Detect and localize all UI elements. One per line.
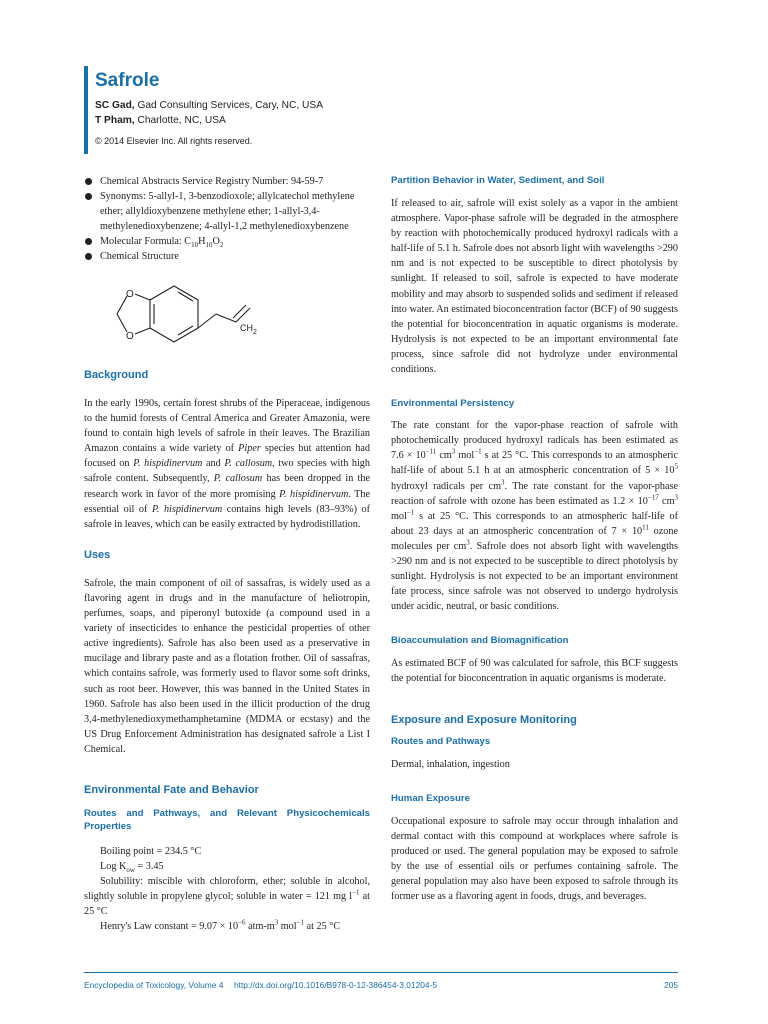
partition-subheading: Partition Behavior in Water, Sediment, and Soil: [391, 175, 605, 186]
log-kow: Log $K_{ow} = 3.45$: [100, 861, 164, 875]
footer-journal: Encyclopedia of Toxicology, Volume 4: [84, 980, 224, 990]
formula-item: Molecular Formula: $C_{10}H_{10}O_2$: [84, 234, 370, 249]
author-2-name: T Pham,: [95, 115, 135, 126]
henrys-law-constant: Henry's Law constant = $9.07 \times 10^{-6}$ atm-$m^3$ mol$^{-1}$ at 25 °C: [100, 919, 341, 933]
uses-paragraph: Safrole, the main component of oil of sassafras, is widely used as a flavoring agent in drugs and in the manufacture of heliotropin, perfumes, soaps, and piperonyl butoxide (a compound used in a variety of insecticides to enhance the pesticidal properties of other active ingredients). Safrole has also been used as a preservative in mucilage and library paste and as a flotation frother. Oil of sassafras, which contains safrole, was formerly used to flavor some soft drinks, such as root beer. However, this was banned in the United States in 1960. Safrole has also been used in the illicit production of the drug 3,4-methylenedioxymethamphetamine (MDMA or ecstasy) and the US Drug Enforcement Administration has designated safrole a List I Chemical.: [84, 577, 370, 755]
ch2-label: $CH_2$: [240, 323, 257, 336]
human-exposure-paragraph: Occupational exposure to safrole may occur through inhalation and dermal contact with this compound at workplaces where safrole is produced or used. The general population may be exposed to safrole by the use of essential oils or perfumes containing safrole. The general population may also have been exposed to safrole through its former use as a flavoring agent in foods, drugs, and beverages.: [391, 815, 678, 903]
uses-heading: Uses: [84, 548, 111, 561]
structure-item: Chemical Structure: [84, 249, 370, 264]
author-2: [95, 113, 323, 128]
env-fate-heading: Environmental Fate and Behavior: [84, 783, 259, 796]
routes-physchem-subheading: Routes and Pathways, and Relevant Physicochemicals Properties: [84, 807, 370, 832]
oxygen-label-bottom: O: [126, 331, 134, 342]
benzene-ring: [150, 286, 198, 342]
bioaccumulation-subheading: Bioaccumulation and Biomagnification: [391, 635, 569, 647]
article-title: Safrole: [95, 70, 160, 91]
partition-paragraph: If released to air, safrole will exist solely as a vapor in the ambient atmosphere. Vapor-phase safrole will be degraded in the atmosphere by reaction with photochemically produced hydroxyl radicals with a half-life of 5.1 h. Safrole does not absorb light with wavelengths >290 nm and is not expected to be susceptible to direct photolysis by sunlight. If released to soil, safrole is expected to have moderate mobility and may absorb to suspended solids and sediment if released into water. An estimated bioconcentration factor (BCF) of 90 suggests the potential for bioconcentration in aquatic organisms is moderate. Hydrolysis is not expected to be an important environmental fate process, since safrole did not hydrolyze under environmental conditions.: [391, 198, 678, 376]
solubility: Solubility: miscible with chloroform, ether; soluble in alcohol, slightly soluble in propylene glycol; soluble in water = 121 mg $l^{-1}$ at 25 °C: [84, 876, 370, 918]
background-paragraph: In the early 1990s, certain forest shrubs of the Piperaceae, indigenous to the humid forests of Central America and Greater Amazonia, were found to contain high levels of safrole in their leaves. The Brazilian Amazon contains a wide variety of Piper species but attention had focused on P. hispidinervum and P. callosum, two species with high safrole content. Subsequently, P. callosum has been dropped in the research work in favor of the more promising P. hispidinervum. The essential oil of P. hispidinervum contains high levels (83–93%) of safrole in leaves, which can be easily extracted by hydrodistillation.: [84, 398, 371, 530]
persistency-paragraph: The rate constant for the vapor-phase reaction of safrole with photochemically produced hydroxyl radicals has been estimated as $7.6 \times 10^{-11}$ $cm^3$ mol$^{-1}$ s at 25 °C. This corresponds to an atmospheric half-life of about 5.1 h at an atmospheric concentration of $5 \times 10^5$ hydroxyl radicals per $cm^3$. The rate constant for the vapor-phase reaction of safrole with ozone has been estimated as $1.2 \times 10^{-17}$ $cm^3$ mol$^{-1}$ s at 25 °C. This corresponds to an atmospheric half-life of about 23 days at an atmospheric concentration of $7 \times 10^{11}$ ozone molecules per $cm^3$. Safrole does not absorb light with wavelengths >290 nm and is not expected to be susceptible to direct photolysis by sunlight. Hydrolysis is not expected to be an important environment fate process, since safrole was not observed to undergo hydrolysis under acidic, neutral, or basic conditions.: [391, 420, 679, 613]
author-1-affiliation: Gad Consulting Services, Cary, NC, USA: [134, 100, 323, 111]
author-block: [95, 98, 323, 128]
persistency-subheading: Environmental Persistency: [391, 398, 515, 410]
boiling-point: Boiling point = 234.5 °C: [100, 845, 202, 857]
footer-page-number: 205: [664, 980, 678, 990]
exposure-routes-text: Dermal, inhalation, ingestion: [391, 758, 510, 770]
author-2-affiliation: Charlotte, NC, USA: [134, 115, 226, 126]
right-column: [391, 174, 678, 904]
author-1: [95, 98, 323, 113]
title-accent-bar: [84, 66, 88, 154]
footer-doi-link[interactable]: http://dx.doi.org/10.1016/B978-0-12-386454-3.01204-5: [234, 980, 438, 990]
background-heading: Background: [84, 369, 149, 381]
safrole-structure-diagram: [92, 270, 262, 360]
bioaccumulation-paragraph: As estimated BCF of 90 was calculated for safrole, this BCF suggests the potential for bioconcentration in aquatic organisms is moderate.: [391, 658, 678, 685]
exposure-heading: Exposure and Exposure Monitoring: [391, 713, 577, 726]
synonyms-item: Synonyms: 5-allyl-1, 3-benzodioxole; allylcatechol methylene ether; allyldioxybenzene methylene ether; 1-allyl-3,4-methylenedioxybenzene; 4-allyl-1,2 methylenedioxybenzene: [84, 189, 370, 234]
copyright-notice: © 2014 Elsevier Inc. All rights reserved.: [95, 136, 253, 146]
footer-rule: [84, 972, 678, 973]
left-column: [84, 174, 370, 935]
compound-facts-list: [84, 174, 370, 264]
author-1-name: SC Gad,: [95, 100, 135, 111]
exposure-routes-subheading: Routes and Pathways: [391, 735, 491, 747]
cas-number-item: Chemical Abstracts Service Registry Number: 94-59-7: [84, 174, 370, 189]
human-exposure-subheading: Human Exposure: [391, 792, 470, 804]
oxygen-label-top: O: [126, 289, 134, 300]
